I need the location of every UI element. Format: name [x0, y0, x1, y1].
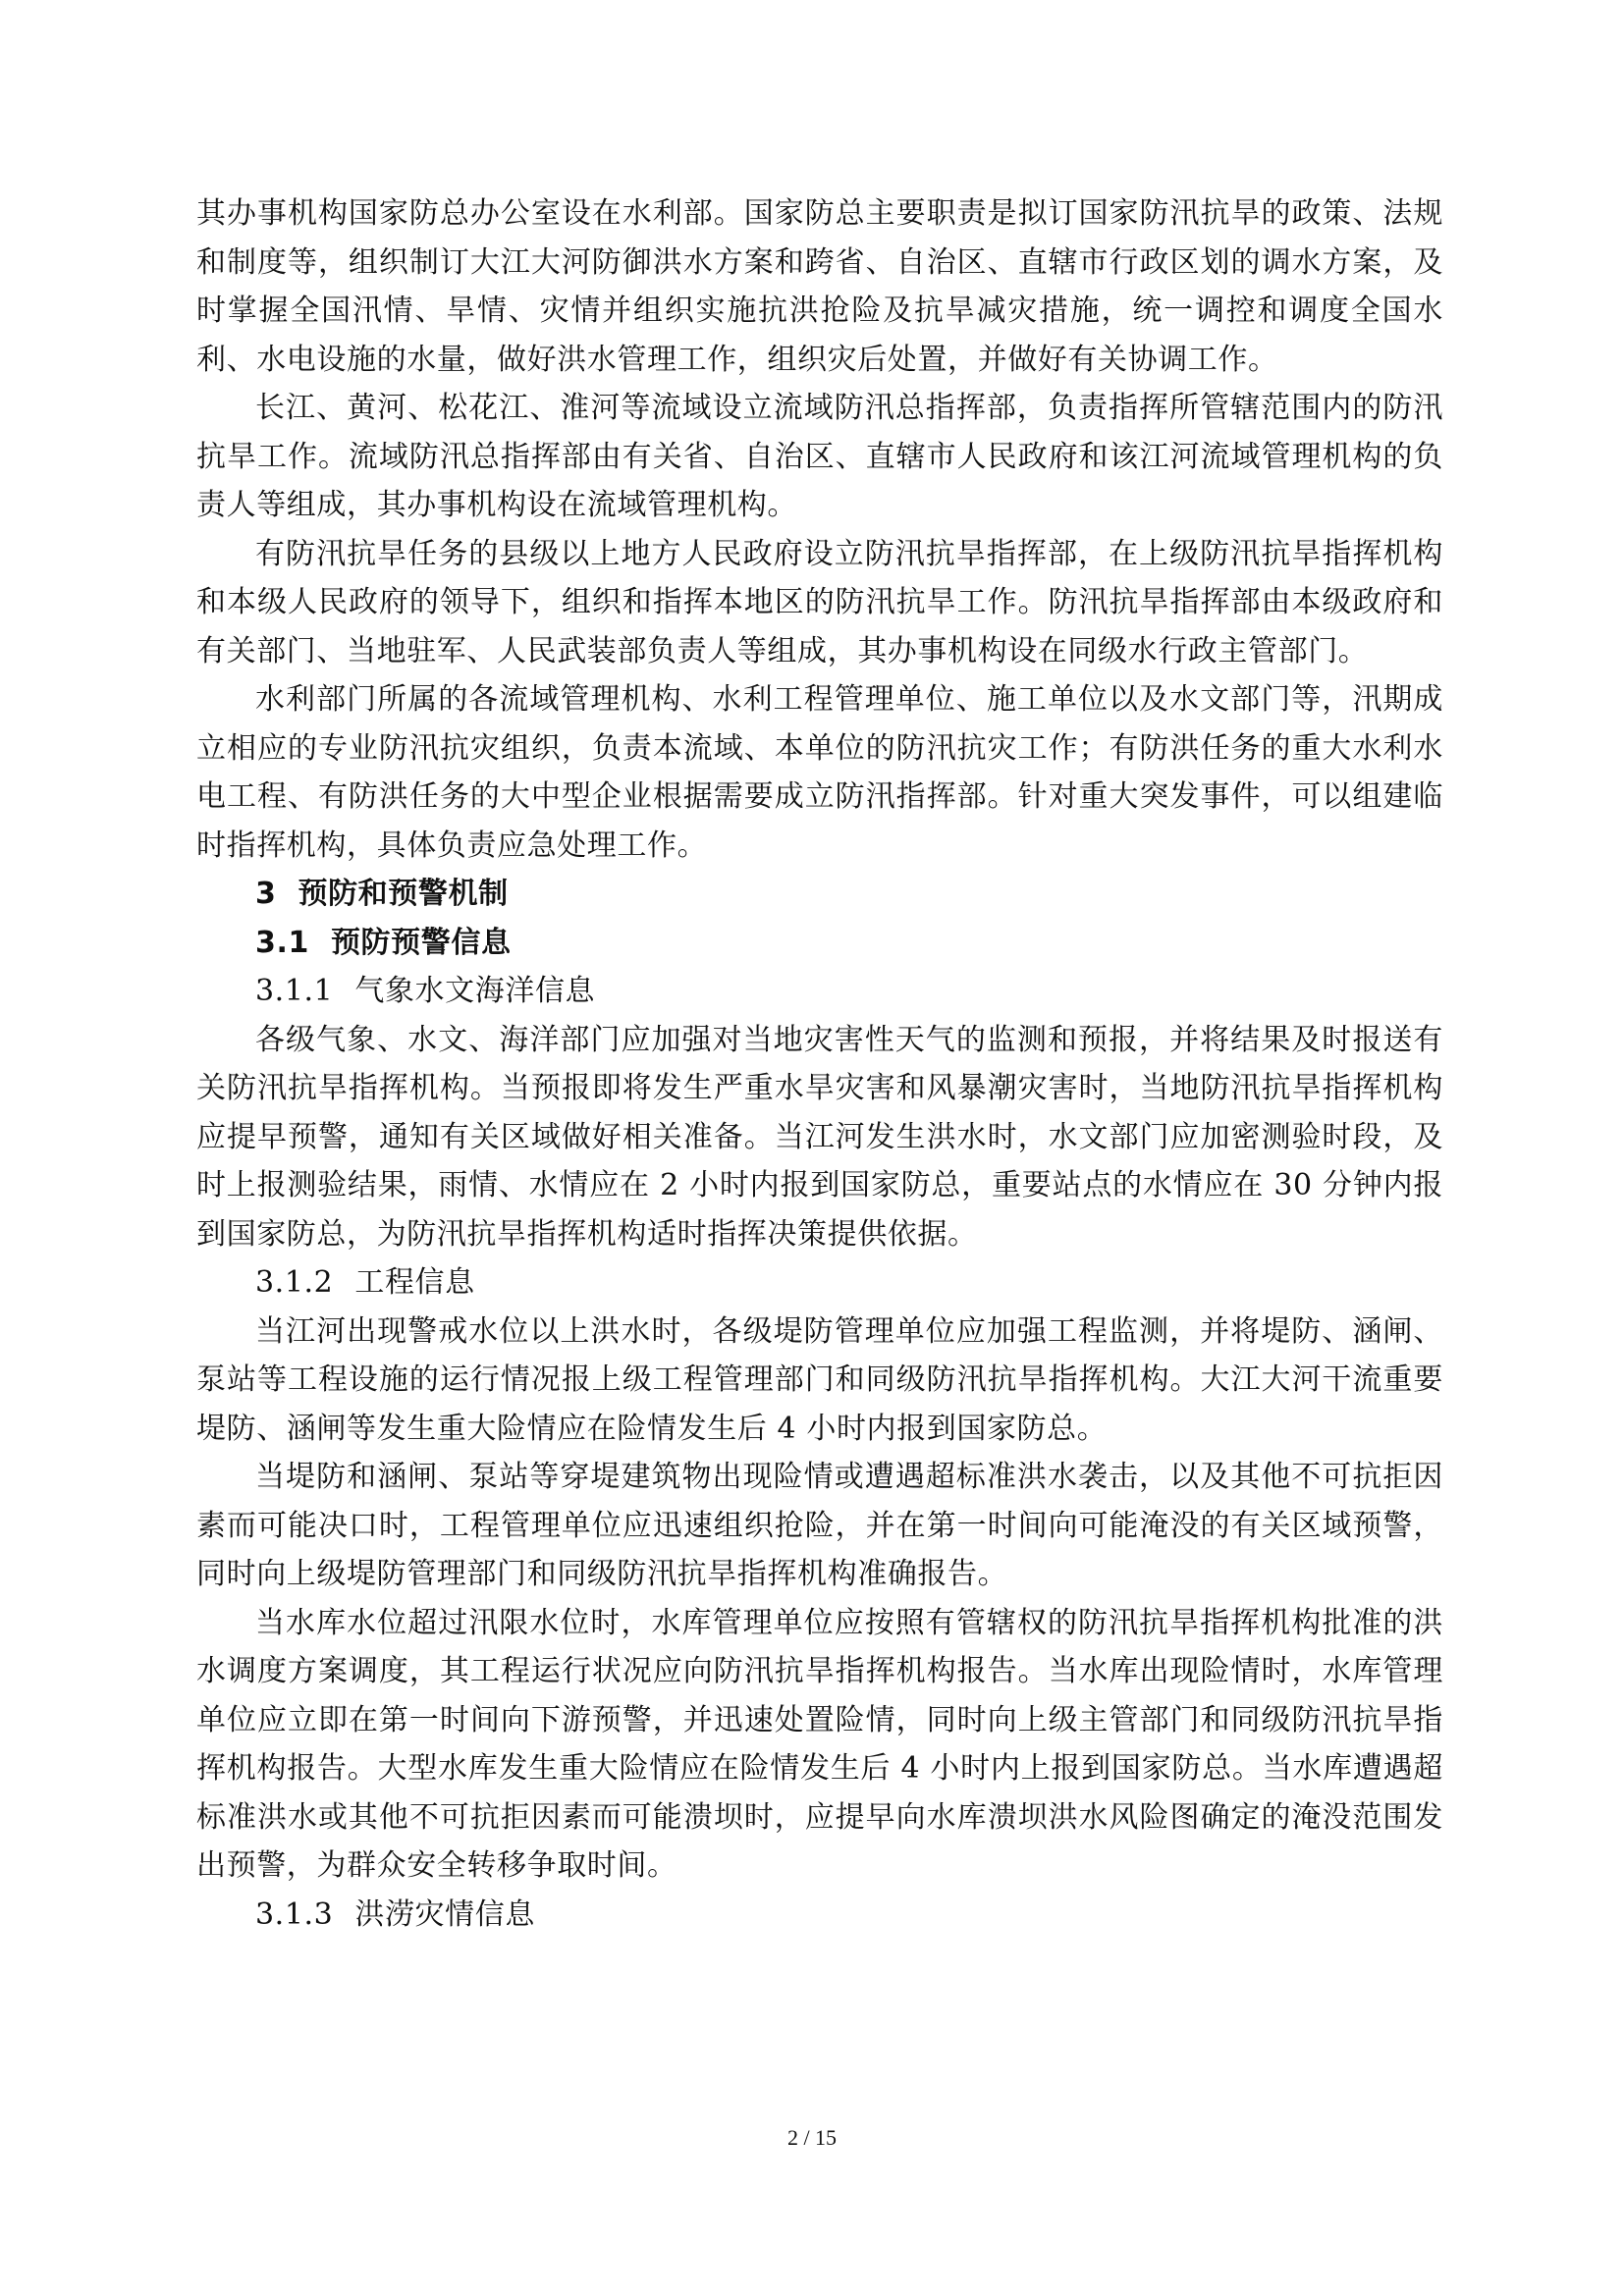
section-title: 洪涝灾情信息	[354, 1896, 535, 1932]
section-heading-3-1-2	[196, 1258, 1443, 1308]
page-number: 2 / 15	[786, 2125, 838, 2150]
section-title: 工程信息	[354, 1265, 475, 1300]
paragraph-local-command: 有防汛抗旱任务的县级以上地方人民政府设立防汛抗旱指挥部，在上级防汛抗旱指挥机构和本级人民政府的领导下，组织和指挥本地区的防汛抗旱工作。防汛抗旱指挥部由本级政府和有关部门、当地驻军、人民武装部负责人等组成，其办事机构设在同级水行政主管部门。	[196, 536, 1443, 668]
paragraph-headquarters-duties: 其办事机构国家防总办公室设在水利部。国家防总主要职责是拟订国家防汛抗旱的政策、法规和制度等，组织制订大江大河防御洪水方案和跨省、自治区、直辖市行政区划的调水方案，及时掌握全国汛情、旱情、灾情并组织实施抗洪抢险及抗旱减灾措施，统一调控和调度全国水利、水电设施的水量，做好洪水管理工作，组织灾后处置，并做好有关协调工作。	[196, 196, 1443, 377]
section-title: 预防和预警机制	[298, 877, 509, 911]
paragraph-reservoir-operation: 当水库水位超过汛限水位时，水库管理单位应按照有管辖权的防汛抗旱指挥机构批准的洪水调度方案调度，其工程运行状况应向防汛抗旱指挥机构报告。当水库出现险情时，水库管理单位应立即在第一时间向下游预警，并迅速处置险情，同时向上级主管部门和同级防汛抗旱指挥机构报告。大型水库发生重大险情应在险情发生后 4 小时内上报到国家防总。当水库遭遇超标准洪水或其他不可抗拒因素而可能溃坝时，应提早向水库溃坝洪水风险图确定的淹没范围发出预警，为群众安全转移争取时间。	[196, 1605, 1443, 1883]
section-heading-3-1-1	[196, 967, 1443, 1016]
section-number: 3.1.2	[255, 1265, 334, 1300]
section-title: 预防预警信息	[330, 925, 512, 960]
section-number: 3.1.1	[255, 974, 334, 1008]
section-number: 3.1	[255, 925, 309, 960]
section-heading-3	[196, 870, 1443, 919]
section-heading-3-1	[196, 919, 1443, 968]
section-number: 3	[255, 877, 277, 911]
section-heading-3-1-3	[196, 1891, 1443, 1940]
paragraph-meteorological-info: 各级气象、水文、海洋部门应加强对当地灾害性天气的监测和预报，并将结果及时报送有关防汛抗旱指挥机构。当预报即将发生严重水旱灾害和风暴潮灾害时，当地防汛抗旱指挥机构应提早预警，通知有关区域做好相关准备。当江河发生洪水时，水文部门应加密测验时段，及时上报测验结果，雨情、水情应在 2 小时内报到国家防总，重要站点的水情应在 30 分钟内报到国家防总，为防汛抗旱指挥机构适时指挥决策提供依据。	[196, 1022, 1443, 1252]
paragraph-levee-monitoring: 当江河出现警戒水位以上洪水时，各级堤防管理单位应加强工程监测，并将堤防、涵闸、泵站等工程设施的运行情况报上级工程管理部门和同级防汛抗旱指挥机构。大江大河干流重要堤防、涵闸等发生重大险情应在险情发生后 4 小时内报到国家防总。	[196, 1313, 1443, 1446]
paragraph-basin-command: 长江、黄河、松花江、淮河等流域设立流域防汛总指挥部，负责指挥所管辖范围内的防汛抗旱工作。流域防汛总指挥部由有关省、自治区、直辖市人民政府和该江河流域管理机构的负责人等组成，其办事机构设在流域管理机构。	[196, 391, 1443, 522]
paragraph-professional-organizations: 水利部门所属的各流域管理机构、水利工程管理单位、施工单位以及水文部门等，汛期成立相应的专业防汛抗灾组织，负责本流域、本单位的防汛抗灾工作；有防洪任务的重大水利水电工程、有防洪任务的大中型企业根据需要成立防汛指挥部。针对重大突发事件，可以组建临时指挥机构，具体负责应急处理工作。	[196, 682, 1443, 863]
section-number: 3.1.3	[255, 1896, 334, 1932]
paragraph-breach-warning: 当堤防和涵闸、泵站等穿堤建筑物出现险情或遭遇超标准洪水袭击，以及其他不可抗拒因素而可能决口时，工程管理单位应迅速组织抢险，并在第一时间向可能淹没的有关区域预警，同时向上级堤防管理部门和同级防汛抗旱指挥机构准确报告。	[196, 1460, 1443, 1591]
document-body	[196, 189, 1443, 1939]
section-title: 气象水文海洋信息	[354, 974, 596, 1008]
